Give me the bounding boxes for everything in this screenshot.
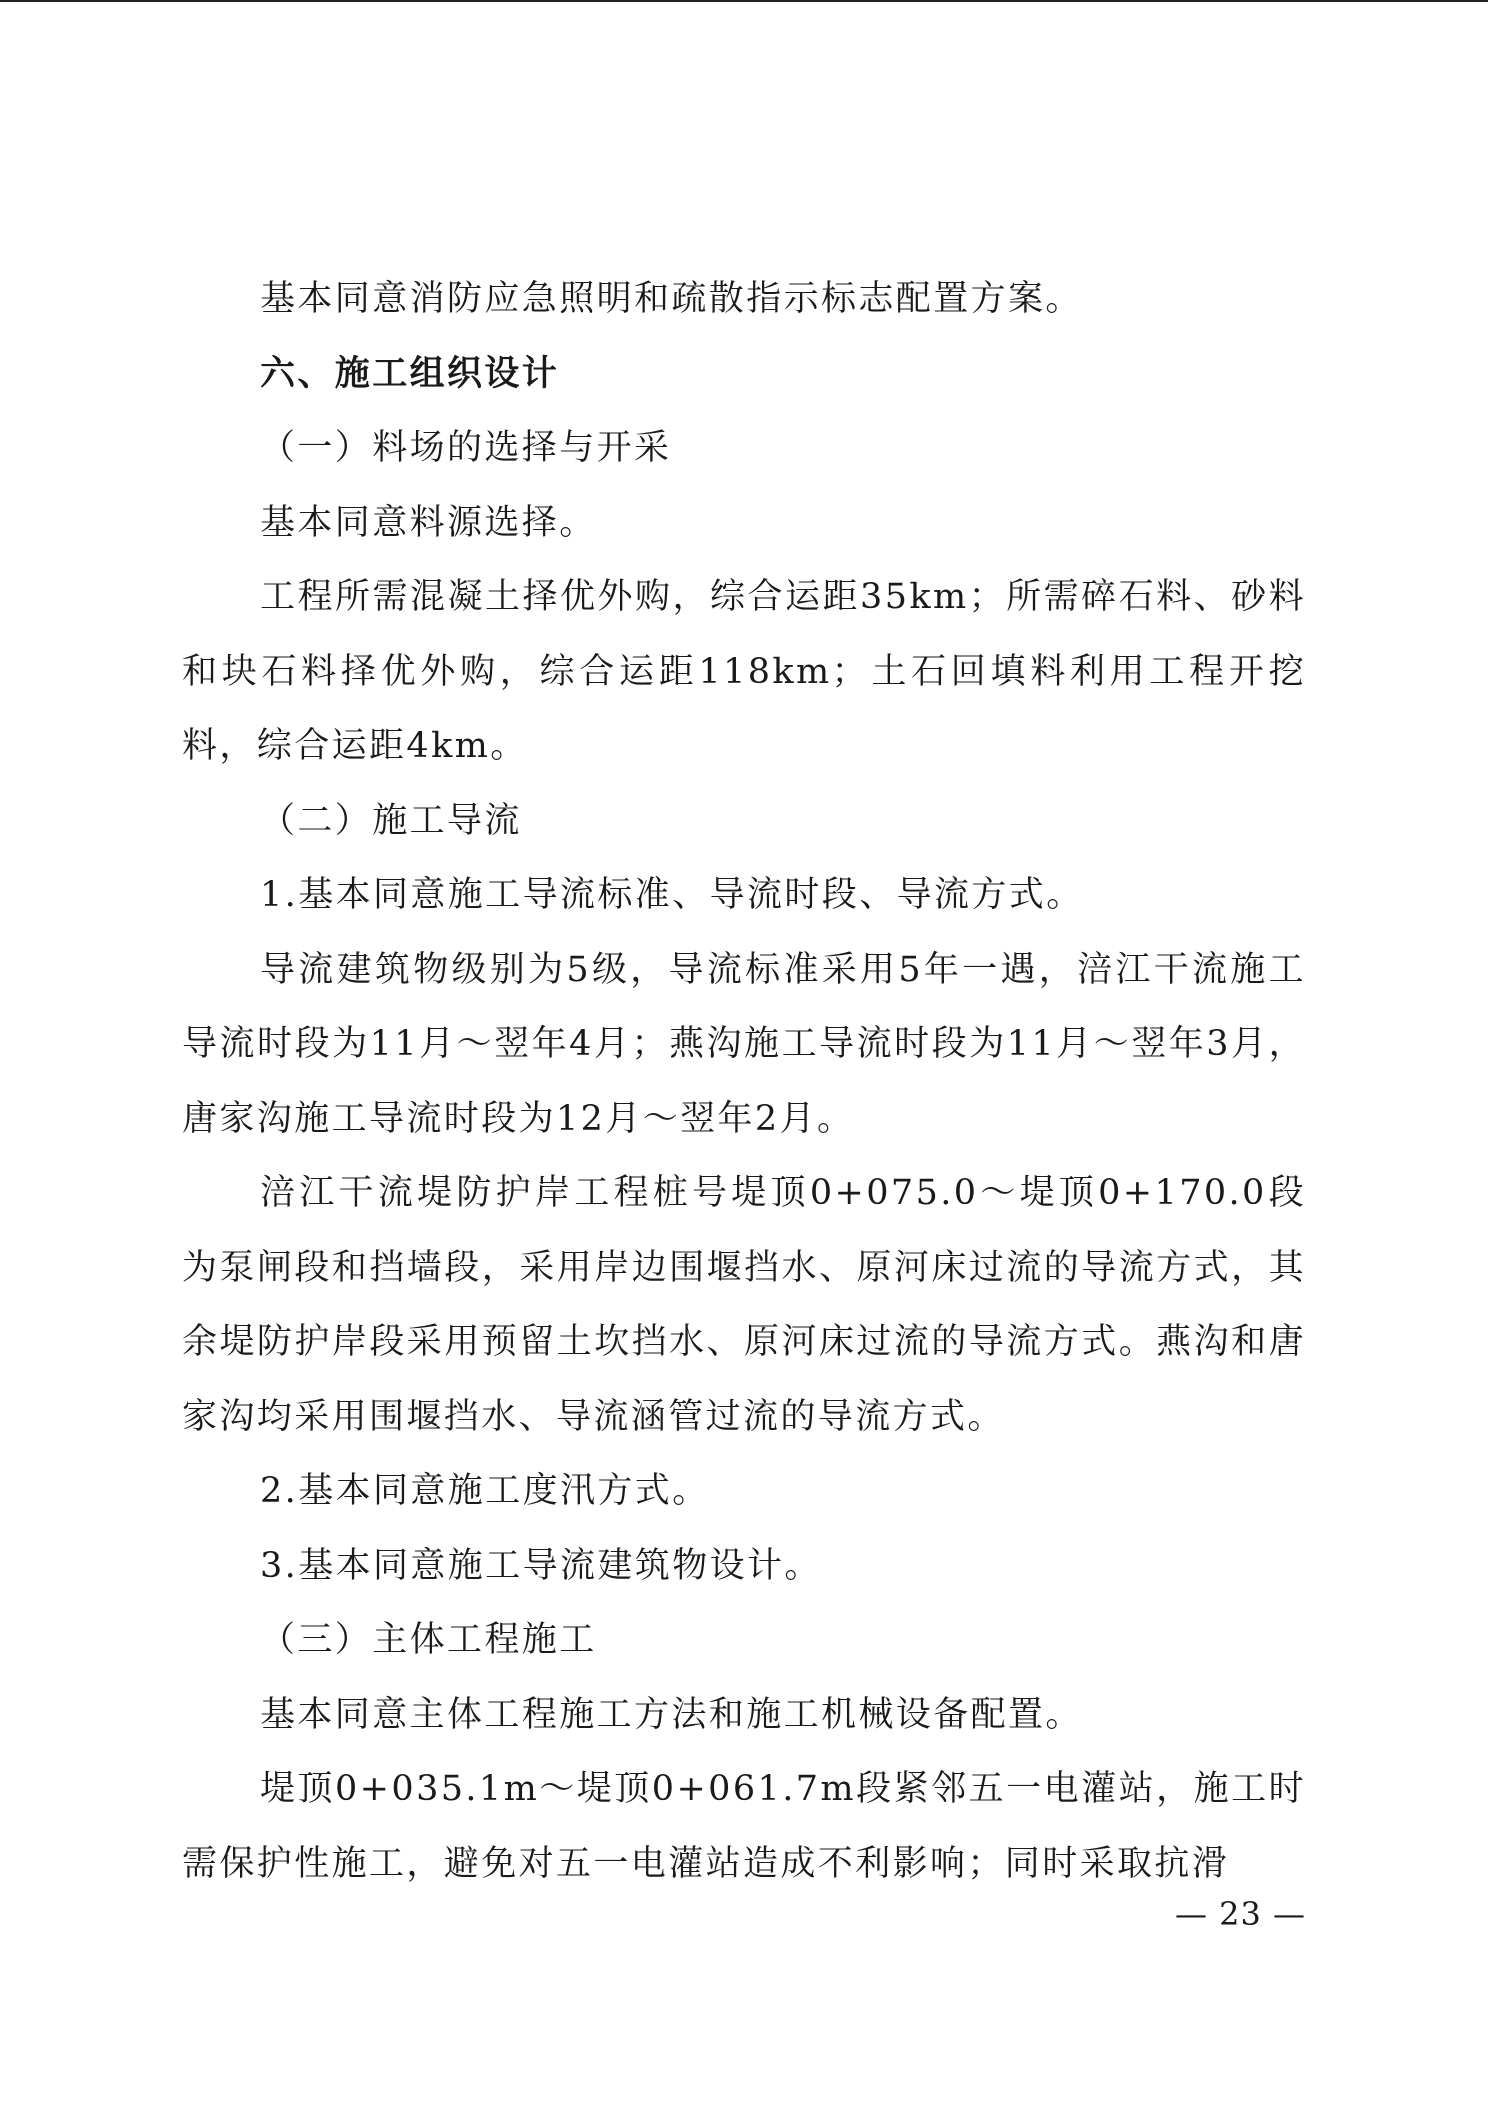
paragraph-fire-lighting: 基本同意消防应急照明和疏散指示标志配置方案。 <box>260 279 1083 319</box>
section-heading-construction-design: 六、施工组织设计 <box>260 353 560 394</box>
paragraph-diversion-period: 导流建筑物级别为5级，导流标准采用5年一遇，涪江干流施工导流时段为11月～翌年4月；燕沟施工导流时段为11月～翌年3月，唐家沟施工导流时段为12月～翌年2月。 <box>182 949 1306 1139</box>
paragraph-material-source: 基本同意料源选择。 <box>260 502 597 543</box>
paragraph-protective-construction: 堤顶0+035.1m～堤顶0+061.7m段紧邻五一电灌站，施工时需保护性施工，避免对五一电灌站造成不利影响；同时采取抗滑 <box>182 1769 1306 1884</box>
paragraph-diversion-method: 涪江干流堤防护岸工程桩号堤顶0+075.0～堤顶0+170.0段为泵闸段和挡墙段，采用岸边围堰挡水、原河床过流的导流方式，其余堤防护岸段采用预留土坎挡水、原河床过流的导流方式。燕沟和唐家沟均采用围堰挡水、导流涵管过流的导流方式。 <box>182 1173 1306 1437</box>
paragraph-construction-method: 基本同意主体工程施工方法和施工机械设备配置。 <box>260 1694 1083 1735</box>
paragraph-diversion-standard: 1.基本同意施工导流标准、导流时段、导流方式。 <box>260 875 1084 915</box>
top-border-rule <box>0 0 1488 2</box>
document-body <box>182 262 1306 1901</box>
subheading-main-works: （三）主体工程施工 <box>260 1620 597 1660</box>
paragraph-diversion-structure: 3.基本同意施工导流建筑物设计。 <box>260 1545 822 1586</box>
paragraph-flood-season: 2.基本同意施工度汛方式。 <box>260 1471 710 1511</box>
page-number: — 23 — <box>1174 1895 1306 1933</box>
subheading-diversion: （二）施工导流 <box>260 800 522 841</box>
paragraph-transport-distance: 工程所需混凝土择优外购，综合运距35km；所需碎石料、砂料和块石料择优外购，综合运距118km；土石回填料利用工程开挖料，综合运距4km。 <box>182 577 1306 766</box>
subheading-quarry: （一）料场的选择与开采 <box>260 428 672 468</box>
